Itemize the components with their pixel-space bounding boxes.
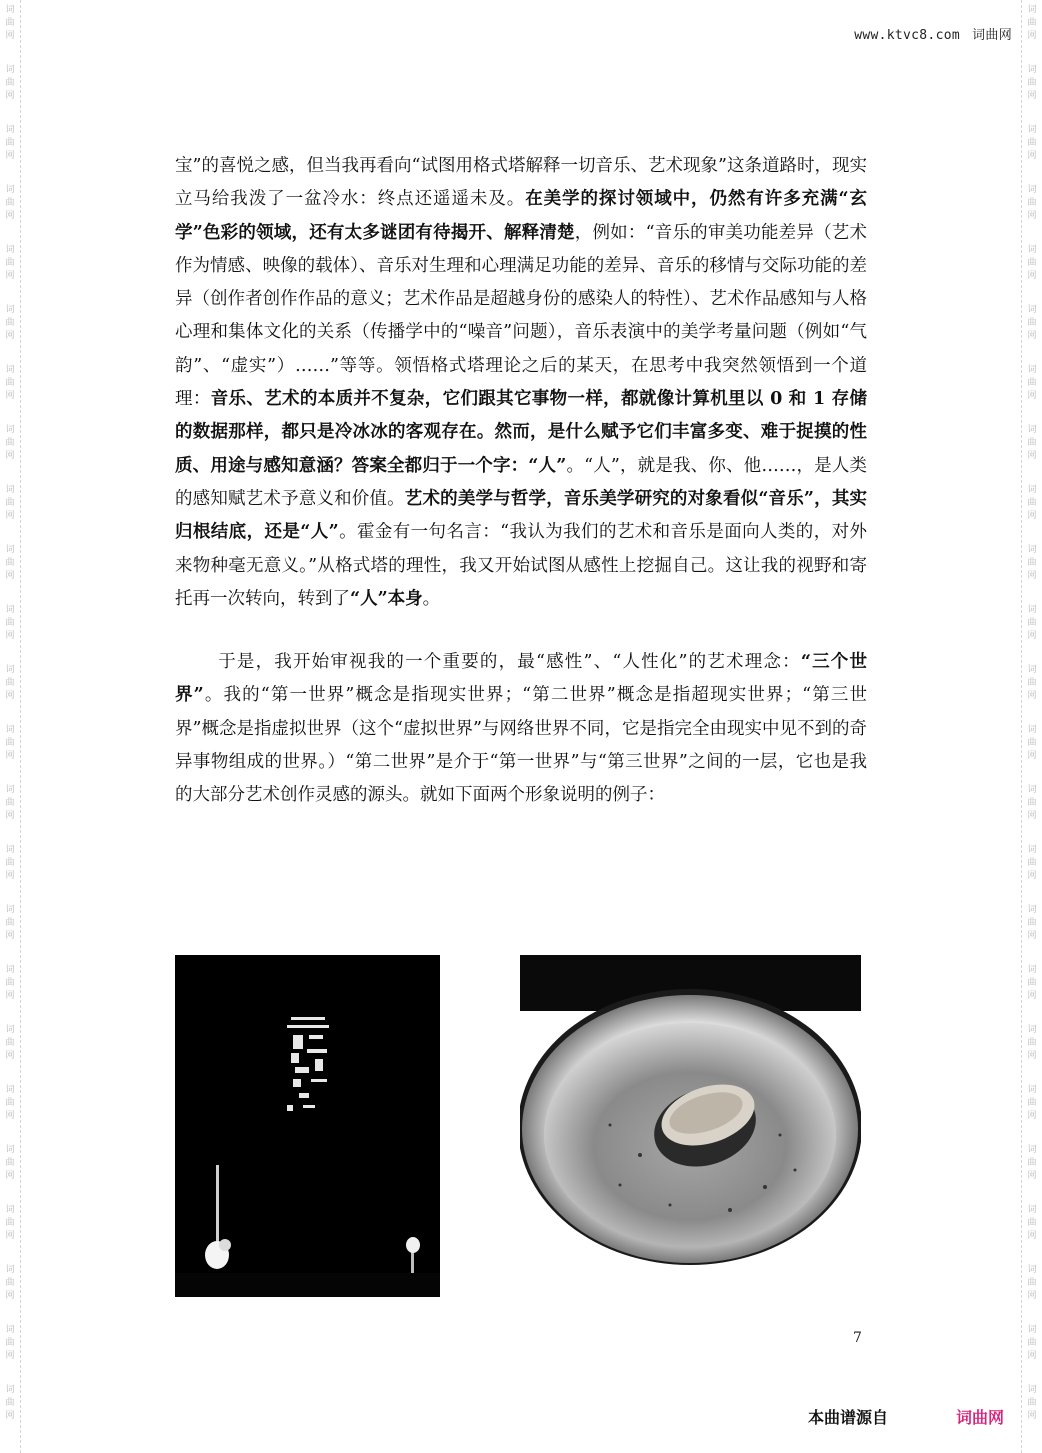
watermark-char: 网 bbox=[1027, 871, 1037, 881]
watermark-unit bbox=[0, 60, 20, 120]
watermark-char: 网 bbox=[5, 751, 15, 761]
watermark-unit bbox=[0, 1260, 20, 1320]
watermark-char: 词 bbox=[1027, 965, 1037, 975]
site-header bbox=[854, 24, 1012, 43]
watermark-char: 曲 bbox=[1027, 1338, 1037, 1348]
watermark-char: 网 bbox=[5, 871, 15, 881]
watermark-char: 网 bbox=[5, 691, 15, 701]
watermark-unit bbox=[0, 180, 20, 240]
watermark-char: 曲 bbox=[5, 498, 15, 508]
watermark-char: 曲 bbox=[5, 258, 15, 268]
watermark-char: 词 bbox=[5, 1085, 15, 1095]
watermark-char: 网 bbox=[5, 391, 15, 401]
watermark-char: 网 bbox=[1027, 931, 1037, 941]
watermark-char: 网 bbox=[5, 811, 15, 821]
bowl-photo bbox=[520, 955, 861, 1265]
watermark-char: 曲 bbox=[1027, 138, 1037, 148]
watermark-char: 曲 bbox=[5, 678, 15, 688]
watermark-char: 词 bbox=[1027, 845, 1037, 855]
p1-bold-1: 在美学的探讨领域中，仍然有许多充满“玄学”色彩的领域，还有太多谜团有待揭开、解释清楚 bbox=[175, 189, 867, 243]
watermark-char: 词 bbox=[5, 605, 15, 615]
watermark-char: 网 bbox=[5, 1051, 15, 1061]
p2-bold-1: “三个世界” bbox=[175, 652, 867, 706]
watermark-unit bbox=[1022, 1200, 1042, 1260]
watermark-char: 词 bbox=[5, 665, 15, 675]
watermark-unit bbox=[0, 0, 20, 60]
watermark-unit bbox=[1022, 1260, 1042, 1320]
watermark-char: 网 bbox=[1027, 751, 1037, 761]
watermark-char: 网 bbox=[1027, 391, 1037, 401]
watermark-char: 词 bbox=[1027, 1085, 1037, 1095]
watermark-char: 词 bbox=[5, 965, 15, 975]
watermark-unit bbox=[1022, 360, 1042, 420]
watermark-char: 曲 bbox=[5, 1338, 15, 1348]
watermark-unit bbox=[0, 1200, 20, 1260]
watermark-char: 曲 bbox=[1027, 78, 1037, 88]
watermark-char: 网 bbox=[1027, 1351, 1037, 1361]
watermark-char: 网 bbox=[5, 1231, 15, 1241]
watermark-char: 曲 bbox=[5, 18, 15, 28]
watermark-char: 网 bbox=[5, 991, 15, 1001]
watermark-char: 词 bbox=[5, 905, 15, 915]
watermark-char: 词 bbox=[1027, 245, 1037, 255]
watermark-unit bbox=[1022, 720, 1042, 780]
p1-bold-2: 音乐、艺术的本质并不复杂，它们跟其它事物一样，都就像计算机里以 0 和 1 存储的数据那样，都只是冷冰冰的客观存在。然而，是什么赋予它们丰富多变、难于捉摸的性质、用途与感知意涵？答案全都归于一个字：“人” bbox=[175, 389, 867, 476]
watermark-char: 词 bbox=[5, 425, 15, 435]
watermark-char: 曲 bbox=[1027, 318, 1037, 328]
watermark-char: 曲 bbox=[1027, 1278, 1037, 1288]
watermark-char: 词 bbox=[1027, 185, 1037, 195]
watermark-unit bbox=[0, 420, 20, 480]
watermark-char: 曲 bbox=[5, 1278, 15, 1288]
watermark-char: 词 bbox=[1027, 785, 1037, 795]
watermark-unit bbox=[0, 1140, 20, 1200]
watermark-char: 词 bbox=[1027, 1025, 1037, 1035]
watermark-char: 词 bbox=[5, 1325, 15, 1335]
bowl-illustration bbox=[520, 955, 861, 1265]
watermark-unit bbox=[1022, 120, 1042, 180]
watermark-char: 曲 bbox=[5, 918, 15, 928]
watermark-unit bbox=[1022, 960, 1042, 1020]
watermark-char: 曲 bbox=[1027, 378, 1037, 388]
left-watermark-strip bbox=[0, 0, 21, 1453]
watermark-char: 词 bbox=[5, 1145, 15, 1155]
watermark-unit bbox=[1022, 240, 1042, 300]
watermark-char: 曲 bbox=[1027, 198, 1037, 208]
watermark-char: 词 bbox=[1027, 305, 1037, 315]
watermark-char: 词 bbox=[5, 1385, 15, 1395]
watermark-unit bbox=[1022, 840, 1042, 900]
watermark-char: 曲 bbox=[1027, 558, 1037, 568]
watermark-unit bbox=[1022, 180, 1042, 240]
watermark-char: 网 bbox=[1027, 1111, 1037, 1121]
watermark-char: 网 bbox=[1027, 1171, 1037, 1181]
night-tower-illustration bbox=[175, 955, 440, 1297]
watermark-char: 网 bbox=[1027, 991, 1037, 1001]
watermark-char: 词 bbox=[5, 365, 15, 375]
watermark-unit bbox=[0, 1080, 20, 1140]
watermark-char: 网 bbox=[5, 211, 15, 221]
watermark-char: 网 bbox=[5, 1171, 15, 1181]
watermark-unit bbox=[0, 300, 20, 360]
watermark-unit bbox=[1022, 1080, 1042, 1140]
watermark-unit bbox=[0, 480, 20, 540]
watermark-char: 曲 bbox=[1027, 1038, 1037, 1048]
watermark-char: 词 bbox=[1027, 605, 1037, 615]
watermark-char: 词 bbox=[5, 1205, 15, 1215]
watermark-char: 网 bbox=[1027, 1291, 1037, 1301]
watermark-unit bbox=[1022, 900, 1042, 960]
article-body bbox=[175, 150, 867, 813]
watermark-char: 网 bbox=[5, 631, 15, 641]
watermark-char: 网 bbox=[5, 451, 15, 461]
watermark-char: 词 bbox=[5, 1265, 15, 1275]
watermark-char: 曲 bbox=[5, 558, 15, 568]
watermark-char: 曲 bbox=[5, 1098, 15, 1108]
watermark-char: 词 bbox=[5, 725, 15, 735]
watermark-char: 词 bbox=[1027, 1325, 1037, 1335]
paragraph-1 bbox=[175, 150, 867, 616]
watermark-char: 词 bbox=[1027, 1265, 1037, 1275]
watermark-char: 词 bbox=[5, 1025, 15, 1035]
watermark-char: 词 bbox=[5, 305, 15, 315]
watermark-unit bbox=[0, 120, 20, 180]
watermark-char: 网 bbox=[1027, 511, 1037, 521]
watermark-unit bbox=[0, 1020, 20, 1080]
watermark-char: 曲 bbox=[5, 198, 15, 208]
watermark-char: 曲 bbox=[1027, 258, 1037, 268]
watermark-char: 词 bbox=[5, 785, 15, 795]
watermark-unit bbox=[0, 720, 20, 780]
p2-text-2: 。我的“第一世界”概念是指现实世界；“第二世界”概念是指超现实世界；“第三世界”概念是指虚拟世界（这个“虚拟世界”与网络世界不同，它是指完全由现实中见不到的奇异事物组成的世界。）“第二世界”是介于“第一世界”与“第三世界”之间的一层，它也是我的大部分艺术创作灵感的源头。就如下面两个形象说明的例子： bbox=[175, 685, 867, 806]
watermark-char: 网 bbox=[5, 271, 15, 281]
watermark-char: 曲 bbox=[5, 1218, 15, 1228]
page-number: 7 bbox=[853, 1330, 862, 1346]
watermark-char: 曲 bbox=[1027, 738, 1037, 748]
watermark-unit bbox=[1022, 1020, 1042, 1080]
watermark-char: 网 bbox=[1027, 1231, 1037, 1241]
watermark-char: 词 bbox=[1027, 1145, 1037, 1155]
watermark-char: 网 bbox=[1027, 1411, 1037, 1421]
p2-text-1: 于是，我开始审视我的一个重要的，最“感性”、“人性化”的艺术理念： bbox=[217, 652, 801, 673]
right-watermark-strip bbox=[1021, 0, 1042, 1453]
watermark-unit bbox=[1022, 660, 1042, 720]
watermark-char: 网 bbox=[1027, 211, 1037, 221]
watermark-char: 网 bbox=[5, 31, 15, 41]
watermark-char: 词 bbox=[1027, 365, 1037, 375]
p1-bold-3: 艺术的美学与哲学，音乐美学研究的对象看似“音乐”，其实归根结底，还是“人” bbox=[175, 488, 867, 543]
watermark-char: 词 bbox=[5, 485, 15, 495]
watermark-char: 词 bbox=[1027, 1385, 1037, 1395]
watermark-unit bbox=[1022, 0, 1042, 60]
watermark-char: 曲 bbox=[1027, 1098, 1037, 1108]
watermark-char: 词 bbox=[1027, 485, 1037, 495]
watermark-unit bbox=[0, 660, 20, 720]
p1-text-2: ，例如：“音乐的审美功能差异（艺术作为情感、映像的载体）、音乐对生理和心理满足功能的差异、音乐的移情与交际功能的差异（创作者创作作品的意义；艺术作品是超越身份的感染人的特性）、艺术作品感知与人格心理和集体文化的关系（传播学中的“噪音”问题），音乐表演中的美学考量问题（例如“气韵”、“虚实”）……”等等。领悟格式塔理论之后的某天，在思考中我突然领悟到一个道理： bbox=[175, 222, 867, 410]
watermark-unit bbox=[1022, 480, 1042, 540]
watermark-char: 词 bbox=[5, 65, 15, 75]
footer-source-site: 词曲网 bbox=[956, 1408, 1005, 1427]
site-url: www.ktvc8.com bbox=[854, 28, 960, 43]
watermark-char: 曲 bbox=[1027, 798, 1037, 808]
watermark-char: 网 bbox=[1027, 631, 1037, 641]
watermark-char: 词 bbox=[5, 845, 15, 855]
watermark-unit bbox=[0, 240, 20, 300]
watermark-char: 曲 bbox=[1027, 1158, 1037, 1168]
watermark-char: 曲 bbox=[5, 378, 15, 388]
watermark-char: 曲 bbox=[1027, 438, 1037, 448]
watermark-char: 词 bbox=[5, 185, 15, 195]
watermark-unit bbox=[1022, 420, 1042, 480]
watermark-unit bbox=[1022, 1140, 1042, 1200]
watermark-char: 词 bbox=[1027, 5, 1037, 15]
watermark-char: 网 bbox=[1027, 1051, 1037, 1061]
watermark-char: 网 bbox=[5, 91, 15, 101]
watermark-char: 曲 bbox=[5, 978, 15, 988]
p1-text-5: 。 bbox=[422, 588, 441, 609]
watermark-unit bbox=[1022, 300, 1042, 360]
watermark-char: 词 bbox=[1027, 65, 1037, 75]
watermark-char: 曲 bbox=[5, 1398, 15, 1408]
watermark-unit bbox=[0, 780, 20, 840]
watermark-char: 曲 bbox=[5, 798, 15, 808]
p1-text-4: 。霍金有一句名言：“我认为我们的艺术和音乐是面向人类的，对外来物种毫无意义。”从格式塔的理性，我又开始试图从感性上挖掘自己。这让我的视野和寄托再一次转向，转到了 bbox=[175, 522, 867, 609]
watermark-char: 词 bbox=[1027, 125, 1037, 135]
watermark-char: 网 bbox=[1027, 271, 1037, 281]
watermark-char: 曲 bbox=[5, 1038, 15, 1048]
watermark-char: 词 bbox=[1027, 665, 1037, 675]
watermark-char: 网 bbox=[5, 331, 15, 341]
watermark-char: 曲 bbox=[1027, 618, 1037, 628]
watermark-char: 词 bbox=[5, 545, 15, 555]
watermark-unit bbox=[1022, 600, 1042, 660]
watermark-unit bbox=[0, 540, 20, 600]
watermark-unit bbox=[0, 840, 20, 900]
watermark-unit bbox=[0, 1320, 20, 1380]
watermark-unit bbox=[1022, 540, 1042, 600]
watermark-char: 词 bbox=[1027, 1205, 1037, 1215]
watermark-char: 网 bbox=[5, 511, 15, 521]
watermark-char: 曲 bbox=[5, 438, 15, 448]
watermark-unit bbox=[1022, 60, 1042, 120]
watermark-char: 词 bbox=[1027, 905, 1037, 915]
watermark-char: 词 bbox=[5, 245, 15, 255]
watermark-char: 词 bbox=[5, 5, 15, 15]
watermark-char: 网 bbox=[1027, 811, 1037, 821]
watermark-char: 曲 bbox=[1027, 18, 1037, 28]
watermark-char: 曲 bbox=[1027, 918, 1037, 928]
watermark-unit bbox=[0, 960, 20, 1020]
watermark-char: 曲 bbox=[5, 858, 15, 868]
watermark-char: 曲 bbox=[1027, 678, 1037, 688]
p1-text-1: 宝”的喜悦之感，但当我再看向“试图用格式塔解释一切音乐、艺术现象”这条道路时，现实立马给我泼了一盆冷水：终点还遥遥未及。 bbox=[175, 156, 867, 210]
watermark-char: 曲 bbox=[5, 738, 15, 748]
watermark-char: 词 bbox=[1027, 545, 1037, 555]
watermark-char: 网 bbox=[1027, 571, 1037, 581]
watermark-char: 词 bbox=[1027, 725, 1037, 735]
watermark-char: 网 bbox=[1027, 691, 1037, 701]
p1-text-3: 。“人”，就是我、你、他……，是人类的感知赋艺术予意义和价值。 bbox=[175, 455, 867, 509]
watermark-char: 网 bbox=[1027, 451, 1037, 461]
watermark-unit bbox=[0, 900, 20, 960]
watermark-char: 网 bbox=[5, 1111, 15, 1121]
watermark-char: 网 bbox=[1027, 151, 1037, 161]
watermark-char: 网 bbox=[1027, 331, 1037, 341]
watermark-unit bbox=[0, 360, 20, 420]
footer bbox=[0, 1405, 1042, 1429]
watermark-char: 曲 bbox=[1027, 498, 1037, 508]
watermark-char: 曲 bbox=[5, 1158, 15, 1168]
watermark-char: 词 bbox=[5, 125, 15, 135]
watermark-char: 网 bbox=[1027, 91, 1037, 101]
watermark-unit bbox=[1022, 780, 1042, 840]
watermark-char: 曲 bbox=[1027, 858, 1037, 868]
watermark-char: 网 bbox=[5, 151, 15, 161]
watermark-char: 网 bbox=[1027, 31, 1037, 41]
watermark-char: 词 bbox=[1027, 425, 1037, 435]
watermark-char: 网 bbox=[5, 1351, 15, 1361]
watermark-char: 曲 bbox=[5, 318, 15, 328]
night-tower-photo bbox=[175, 955, 440, 1297]
watermark-char: 网 bbox=[5, 1411, 15, 1421]
watermark-unit bbox=[0, 600, 20, 660]
paragraph-2 bbox=[175, 646, 867, 812]
watermark-char: 网 bbox=[5, 571, 15, 581]
site-name: 词曲网 bbox=[972, 28, 1012, 43]
watermark-char: 曲 bbox=[1027, 1398, 1037, 1408]
watermark-char: 网 bbox=[5, 1291, 15, 1301]
watermark-char: 曲 bbox=[5, 78, 15, 88]
footer-source-label: 本曲谱源自 bbox=[808, 1408, 889, 1427]
p1-bold-4: “人”本身 bbox=[350, 588, 423, 609]
watermark-char: 曲 bbox=[1027, 1218, 1037, 1228]
watermark-char: 网 bbox=[5, 931, 15, 941]
watermark-char: 曲 bbox=[1027, 978, 1037, 988]
watermark-unit bbox=[1022, 1320, 1042, 1380]
watermark-char: 曲 bbox=[5, 138, 15, 148]
watermark-char: 曲 bbox=[5, 618, 15, 628]
